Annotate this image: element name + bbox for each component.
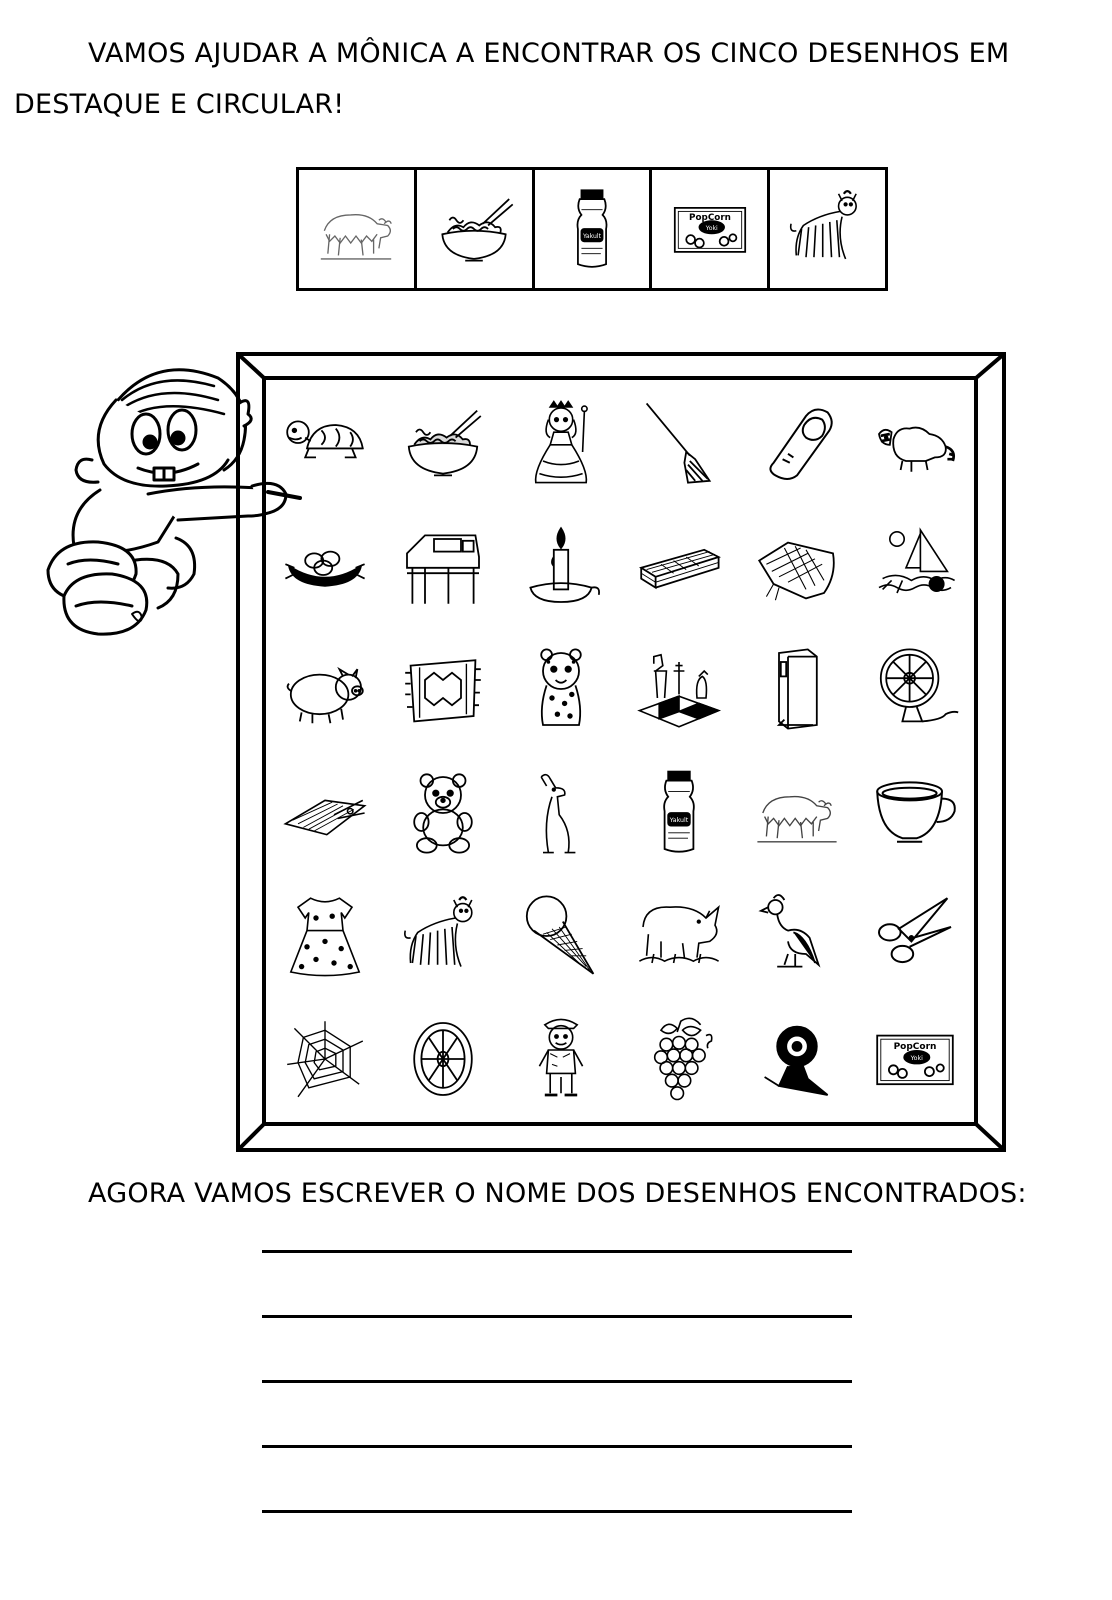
grid-cell-ice-cream[interactable] (502, 874, 620, 997)
grid-cell-kangaroo[interactable] (502, 751, 620, 874)
nest-icon (280, 521, 370, 611)
grid-popcorn-label: PopCorn (893, 1042, 937, 1053)
grid-cell-broom[interactable] (620, 381, 738, 504)
grid-cell-rhino[interactable] (620, 874, 738, 997)
grid-cell-rug[interactable] (384, 628, 502, 751)
princess-icon (516, 398, 606, 488)
rhino-icon (634, 891, 724, 981)
pig-icon (280, 644, 370, 734)
grid-cell-wafer[interactable] (620, 504, 738, 627)
yakult-bottle-icon (548, 185, 636, 273)
vulture-icon (752, 891, 842, 981)
grid-cell-turtle[interactable] (266, 381, 384, 504)
writing-prompt: AGORA VAMOS ESCREVER O NOME DOS DESENHOS ENCONTRADOS: (88, 1178, 1027, 1209)
raccoon-icon (870, 398, 960, 488)
answer-line-4[interactable] (262, 1445, 852, 1448)
grid-cell-xylophone[interactable] (266, 751, 384, 874)
answer-line-5[interactable] (262, 1510, 852, 1513)
answer-line-2[interactable] (262, 1315, 852, 1318)
sailing-icon (870, 521, 960, 611)
web-icon (280, 1014, 370, 1104)
yorkshire-dog-icon (784, 185, 872, 273)
noodles-bowl-icon (430, 185, 518, 273)
dress-icon (280, 891, 370, 981)
fan-icon (870, 644, 960, 734)
towel-icon (752, 521, 842, 611)
popcorn-bag-icon (870, 1014, 960, 1104)
highlighted-drawings-strip (296, 167, 888, 291)
popcorn-label: PopCorn (688, 213, 731, 224)
grid-cell-finger[interactable] (738, 381, 856, 504)
ice-cream-icon (516, 891, 606, 981)
grid-yakult-label: Yakult (669, 816, 689, 824)
grid-cell-dress[interactable] (266, 874, 384, 997)
grid-cell-webcam[interactable] (738, 998, 856, 1121)
candle-icon (516, 521, 606, 611)
xylophone-icon (280, 768, 370, 858)
grid-cell-yak[interactable] (738, 751, 856, 874)
grid-cell-popcorn[interactable] (856, 998, 974, 1121)
grid-cell-raccoon[interactable] (856, 381, 974, 504)
rug-icon (398, 644, 488, 734)
scissors-icon (870, 891, 960, 981)
wheel-icon (398, 1014, 488, 1104)
instructions-line-1: VAMOS AJUDAR A MÔNICA A ENCONTRAR OS CINCO DESENHOS EM (88, 38, 1010, 69)
finger-icon (752, 398, 842, 488)
grid-cell-boy[interactable] (502, 998, 620, 1121)
target-yakult[interactable] (535, 170, 653, 288)
jukebox-icon (398, 521, 488, 611)
grid-popcorn-brand: Yoki (910, 1055, 923, 1063)
webcam-icon (752, 1014, 842, 1104)
grid-cell-noodles[interactable] (384, 381, 502, 504)
chess-icon (634, 644, 724, 734)
kangaroo-icon (516, 768, 606, 858)
drawings-grid (266, 381, 974, 1121)
grid-cell-pig[interactable] (266, 628, 384, 751)
answer-line-3[interactable] (262, 1380, 852, 1383)
instructions (14, 28, 1104, 130)
grid-cell-yakult[interactable] (620, 751, 738, 874)
turtle-icon (280, 398, 370, 488)
grid-cell-princess[interactable] (502, 381, 620, 504)
grid-cell-vulture[interactable] (738, 874, 856, 997)
grid-cell-nest[interactable] (266, 504, 384, 627)
target-noodles[interactable] (417, 170, 535, 288)
grid-cell-wheel[interactable] (384, 998, 502, 1121)
grid-cell-towel[interactable] (738, 504, 856, 627)
grid-cell-candle[interactable] (502, 504, 620, 627)
yak-icon (752, 768, 842, 858)
grid-cell-yorkshire[interactable] (384, 874, 502, 997)
grid-cell-console[interactable] (738, 628, 856, 751)
grid-cell-jukebox[interactable] (384, 504, 502, 627)
target-yak[interactable] (299, 170, 417, 288)
instructions-line-2: DESTAQUE E CIRCULAR! (14, 89, 345, 120)
console-icon (752, 644, 842, 734)
boy-icon (516, 1014, 606, 1104)
grid-cell-web[interactable] (266, 998, 384, 1121)
grid-cell-chess[interactable] (620, 628, 738, 751)
noodles-bowl-icon (398, 398, 488, 488)
answer-line-1[interactable] (262, 1250, 852, 1253)
cup-icon (870, 768, 960, 858)
target-yorkshire[interactable] (770, 170, 885, 288)
yakult-bottle-icon (634, 768, 724, 858)
yorkshire-dog-icon (398, 891, 488, 981)
answer-lines (262, 1250, 852, 1513)
grid-cell-scissors[interactable] (856, 874, 974, 997)
grid-cell-cup[interactable] (856, 751, 974, 874)
grid-cell-teddy-bear[interactable] (384, 751, 502, 874)
grid-cell-grapes[interactable] (620, 998, 738, 1121)
grid-cell-jaguar[interactable] (502, 628, 620, 751)
yakult-label: Yakult (582, 232, 602, 240)
popcorn-bag-icon (666, 185, 754, 273)
grid-cell-fan[interactable] (856, 628, 974, 751)
broom-icon (634, 398, 724, 488)
wafer-icon (634, 521, 724, 611)
grapes-icon (634, 1014, 724, 1104)
jaguar-icon (516, 644, 606, 734)
target-popcorn[interactable] (652, 170, 770, 288)
grid-cell-sailing[interactable] (856, 504, 974, 627)
yak-icon (312, 185, 400, 273)
teddy-bear-icon (398, 768, 488, 858)
popcorn-brand: Yoki (705, 224, 718, 232)
